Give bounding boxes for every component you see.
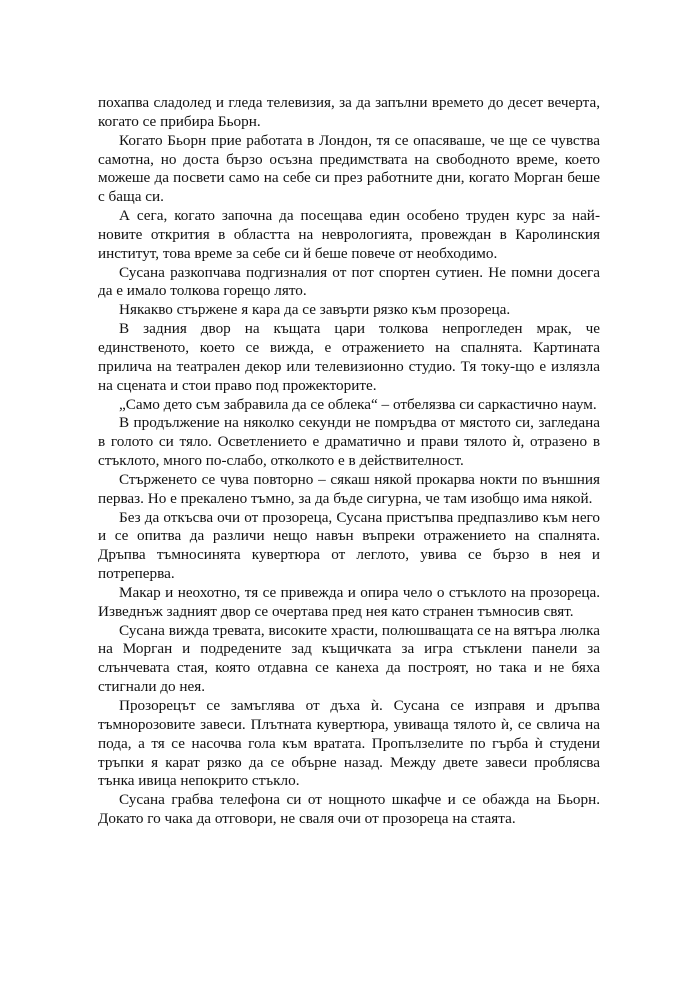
paragraph-2: Когато Бьорн прие работата в Лондон, тя се опасяваше, че ще се чувства самотна, но доста бързо осъзна предимствата на свободното време, което можеше да посвети само на себе си през работните дни, когато Морган беше с баща си.: [98, 131, 600, 206]
paragraph-13: Прозорецът се замъглява от дъха ѝ. Сусана се изправя и дръпва тъмнорозовите завеси. Плътната кувертюра, увиваща тялото ѝ, се свлича на пода, а тя се насочва гола към вратата. Пропълзелите по гърба ѝ студени тръпки я карат рязко да се обърне назад. Между двете завеси проблясва тънка ивица непокрито стъкло.: [98, 697, 600, 790]
paragraph-3: А сега, когато започна да посещава един особено труден курс за най-новите открития в областта на неврологията, провеждан в Каролинския институт, това време за себе си й беше повече от необходимо.: [98, 207, 600, 262]
paragraph-5: Някакво стържене я кара да се завърти рязко към прозореца.: [119, 301, 511, 319]
paragraph-11: Макар и неохотно, тя се привежда и опира чело о стъклото на прозореца. Изведнъж задният двор се очертава пред нея като странен тъмносив свят.: [98, 583, 600, 620]
paragraph-12: Сусана вижда тревата, високите храсти, полюшващата се на вятъра люлка на Морган и подредените зад къщичката за игра стъклени панели за слънчевата стая, която отдавна се канеха да построят, но така и не бяха стигнали до нея.: [98, 621, 600, 696]
paragraph-7: „Само дето съм забравила да се облека“ – отбелязва си саркастично наум.: [119, 395, 597, 413]
paragraph-10: Без да откъсва очи от прозореца, Сусана пристъпва предпазливо към него и се опитва да различи нещо навън въпреки отражението на спалнята. Дръпва тъмносинята кувертюра от леглото, увива се бързо в нея и потреперва.: [98, 508, 600, 583]
paragraph-14: Сусана грабва телефона си от нощното шкафче и се обажда на Бьорн. Докато го чака да отговори, не сваля очи от прозореца на стаята.: [98, 791, 600, 828]
paragraph-8: В продължение на няколко секунди не помръдва от мястото си, загледана в голото си тяло. Осветлението е драматично и прави тялото ѝ, отразено в стъклото, много по-слабо, отколкото е в действителност.: [98, 414, 600, 470]
paragraph-4: Сусана разкопчава подгизналия от пот спортен сутиен. Не помни досега да е имало толкова горещо лято.: [98, 263, 600, 300]
book-page: [98, 94, 600, 829]
paragraph-1: похапва сладолед и гледа телевизия, за да запълни времето до десет вечерта, когато се прибира Бьорн.: [98, 94, 600, 130]
paragraph-9: Стърженето се чува повторно – сякаш някой прокарва нокти по външния перваз. Но е прекалено тъмно, за да бъде сигурна, че там изобщо има някой.: [98, 470, 600, 507]
paragraph-6: В задния двор на къщата цари толкова непрогледен мрак, че единственото, което се вижда, е отражението на спалнята. Картината прилича на театрален декор или телевизионно студио. Тя току-що е излязла на сцената и стои право под прожекторите.: [98, 320, 600, 394]
